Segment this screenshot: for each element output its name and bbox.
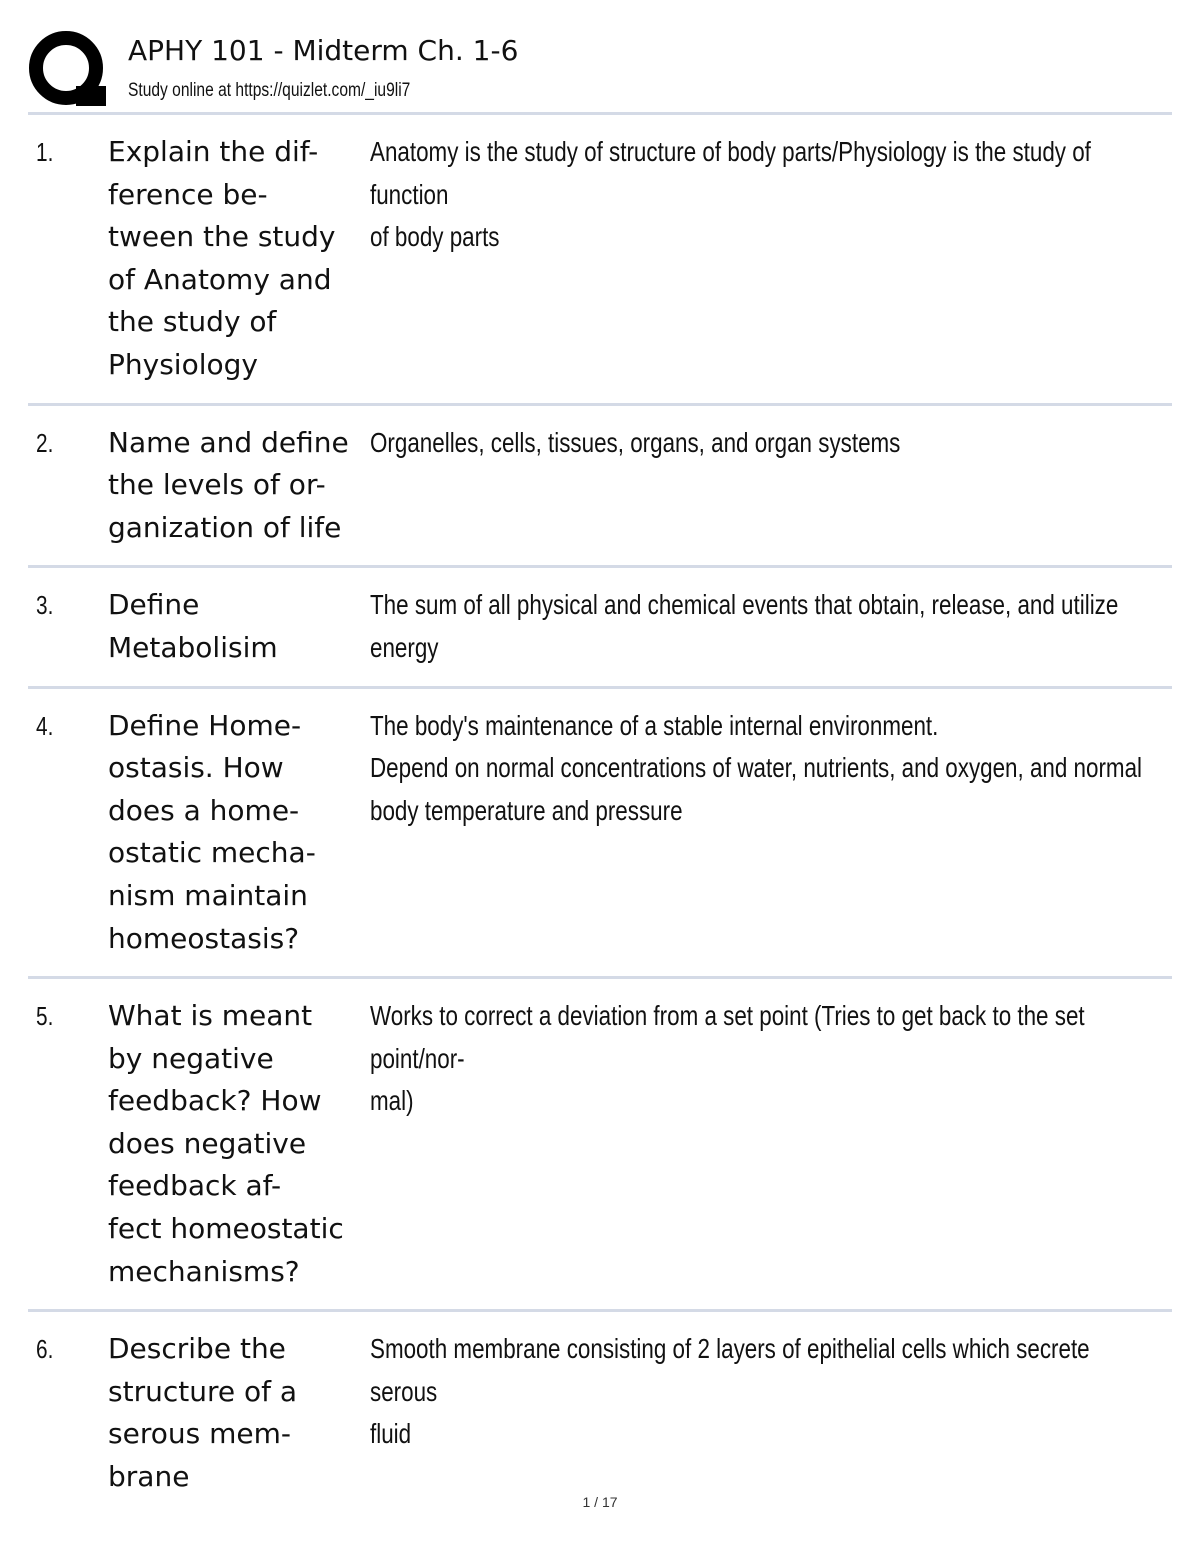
card-definition: The body's maintenance of a stable internal environment. Depend on normal concentrations of water, nutrients, and oxygen, and normal body temperature and pressure — [370, 709, 1143, 826]
card-definition: Smooth membrane consisting of 2 layers of epithelial cells which secrete serous fluid — [370, 1333, 1090, 1450]
page-number: 1 / 17 — [582, 1494, 618, 1510]
card-term: Name and define the levels of or- ganization of life — [108, 425, 349, 544]
page-title: APHY 101 - Midterm Ch. 1-6 — [128, 34, 519, 67]
card-number: 6. — [36, 1334, 54, 1365]
card-number: 5. — [36, 1001, 54, 1032]
flashcard-row — [28, 568, 1172, 688]
card-definition: Anatomy is the study of structure of body parts/Physiology is the study of function of body parts — [370, 136, 1091, 253]
flashcard-row — [28, 406, 1172, 569]
card-term: Describe the structure of a serous mem- brane — [108, 1332, 298, 1494]
card-term: Define Home- ostasis. How does a home- ostatic mecha- nism maintain homeostasis? — [108, 708, 316, 955]
flashcard-row — [28, 115, 1172, 406]
card-number: 4. — [36, 710, 54, 741]
card-term: What is meant by negative feedback? How does negative feedback af- fect homeostatic mechanisms? — [108, 999, 344, 1288]
quizlet-logo-icon — [28, 30, 108, 110]
card-number: 3. — [36, 590, 54, 621]
card-definition: Organelles, cells, tissues, organs, and organ systems — [370, 426, 901, 458]
card-term: Define Metabolisim — [108, 588, 278, 664]
card-number: 2. — [36, 427, 54, 458]
flashcard-row — [28, 689, 1172, 980]
card-definition: The sum of all physical and chemical events that obtain, release, and utilize energy — [370, 589, 1119, 663]
page-header — [28, 30, 1178, 110]
card-term: Explain the dif- ference be- tween the study of Anatomy and the study of Physiology — [108, 135, 336, 381]
study-online-link[interactable]: Study online at https://quizlet.com/_iu9li7 — [128, 80, 411, 101]
flashcard-list — [28, 115, 1172, 1515]
card-definition: Works to correct a deviation from a set point (Tries to get back to the set point/nor- mal) — [370, 1000, 1085, 1117]
flashcard-row — [28, 979, 1172, 1312]
card-number: 1. — [36, 137, 54, 167]
flashcard-row — [28, 1312, 1172, 1514]
